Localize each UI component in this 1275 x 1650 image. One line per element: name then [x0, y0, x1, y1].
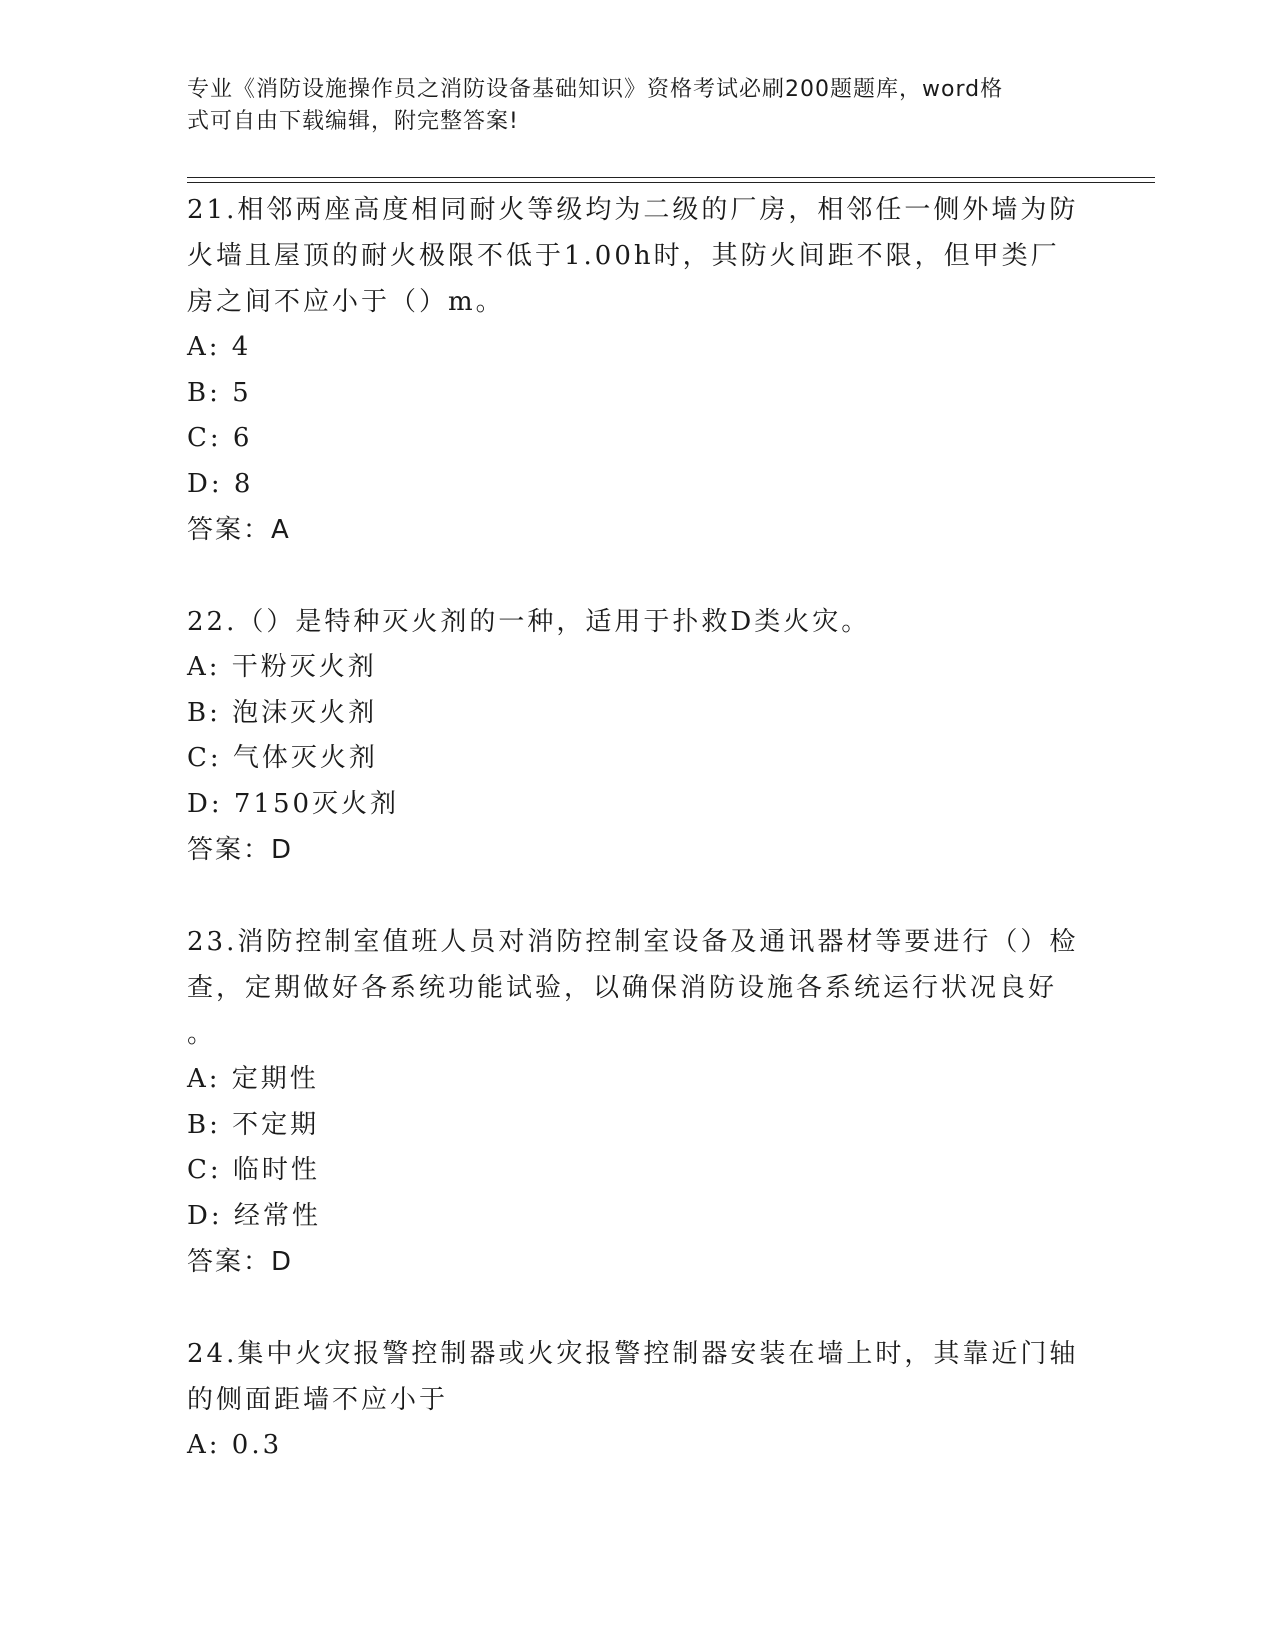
option-c: C: 临时性 — [187, 1155, 320, 1185]
question-spacer — [187, 873, 1087, 919]
question-24 — [187, 1331, 1087, 1469]
option-a: A: 0.3 — [187, 1430, 283, 1460]
answer-line: 答案：D — [187, 835, 294, 865]
option-c: C: 气体灭火剂 — [187, 743, 378, 773]
option-b: B: 泡沫灭火剂 — [187, 697, 378, 728]
question-22 — [187, 599, 1087, 873]
question-spacer — [187, 553, 1087, 599]
question-spacer — [187, 1285, 1087, 1331]
header-line-2: 式可自由下载编辑，附完整答案! — [187, 109, 519, 134]
question-stem-line: 查，定期做好各系统功能试验，以确保消防设施各系统运行状况良好 — [187, 973, 1058, 1003]
question-stem-line: 23.消防控制室值班人员对消防控制室设备及通讯器材等要进行（）检 — [187, 927, 1079, 957]
question-stem-line: 。 — [187, 1019, 217, 1049]
option-b: B: 5 — [187, 377, 252, 408]
option-a: A: 4 — [187, 332, 252, 362]
option-c: C: 6 — [187, 423, 253, 453]
answer-line: 答案：D — [187, 1247, 294, 1277]
header-line-1: 专业《消防设施操作员之消防设备基础知识》资格考试必刷200题题库，word格 — [187, 77, 1004, 102]
answer-line: 答案：A — [187, 515, 291, 545]
question-stem-line: 火墙且屋顶的耐火极限不低于1.00h时，其防火间距不限，但甲类厂 — [187, 241, 1060, 271]
question-stem-line: 24.集中火灾报警控制器或火灾报警控制器安装在墙上时，其靠近门轴 — [187, 1339, 1079, 1369]
header-divider-bottom — [187, 182, 1155, 183]
header-divider-top — [187, 177, 1155, 178]
question-list — [187, 187, 1087, 1469]
document-header — [187, 74, 1067, 138]
question-stem-line: 的侧面距墙不应小于 — [187, 1385, 449, 1415]
option-b: B: 不定期 — [187, 1109, 320, 1140]
option-a: A: 干粉灭火剂 — [187, 652, 377, 682]
question-stem-line: 房之间不应小于（）m。 — [187, 287, 505, 317]
question-21 — [187, 187, 1087, 553]
question-stem-line: 21.相邻两座高度相同耐火等级均为二级的厂房，相邻任一侧外墙为防 — [187, 195, 1079, 225]
option-d: D: 7150灭火剂 — [187, 788, 400, 819]
option-d: D: 8 — [187, 468, 254, 499]
option-a: A: 定期性 — [187, 1064, 319, 1094]
question-stem-line: 22.（）是特种灭火剂的一种，适用于扑救D类火灾。 — [187, 607, 871, 637]
option-d: D: 经常性 — [187, 1200, 321, 1231]
question-23 — [187, 919, 1087, 1285]
